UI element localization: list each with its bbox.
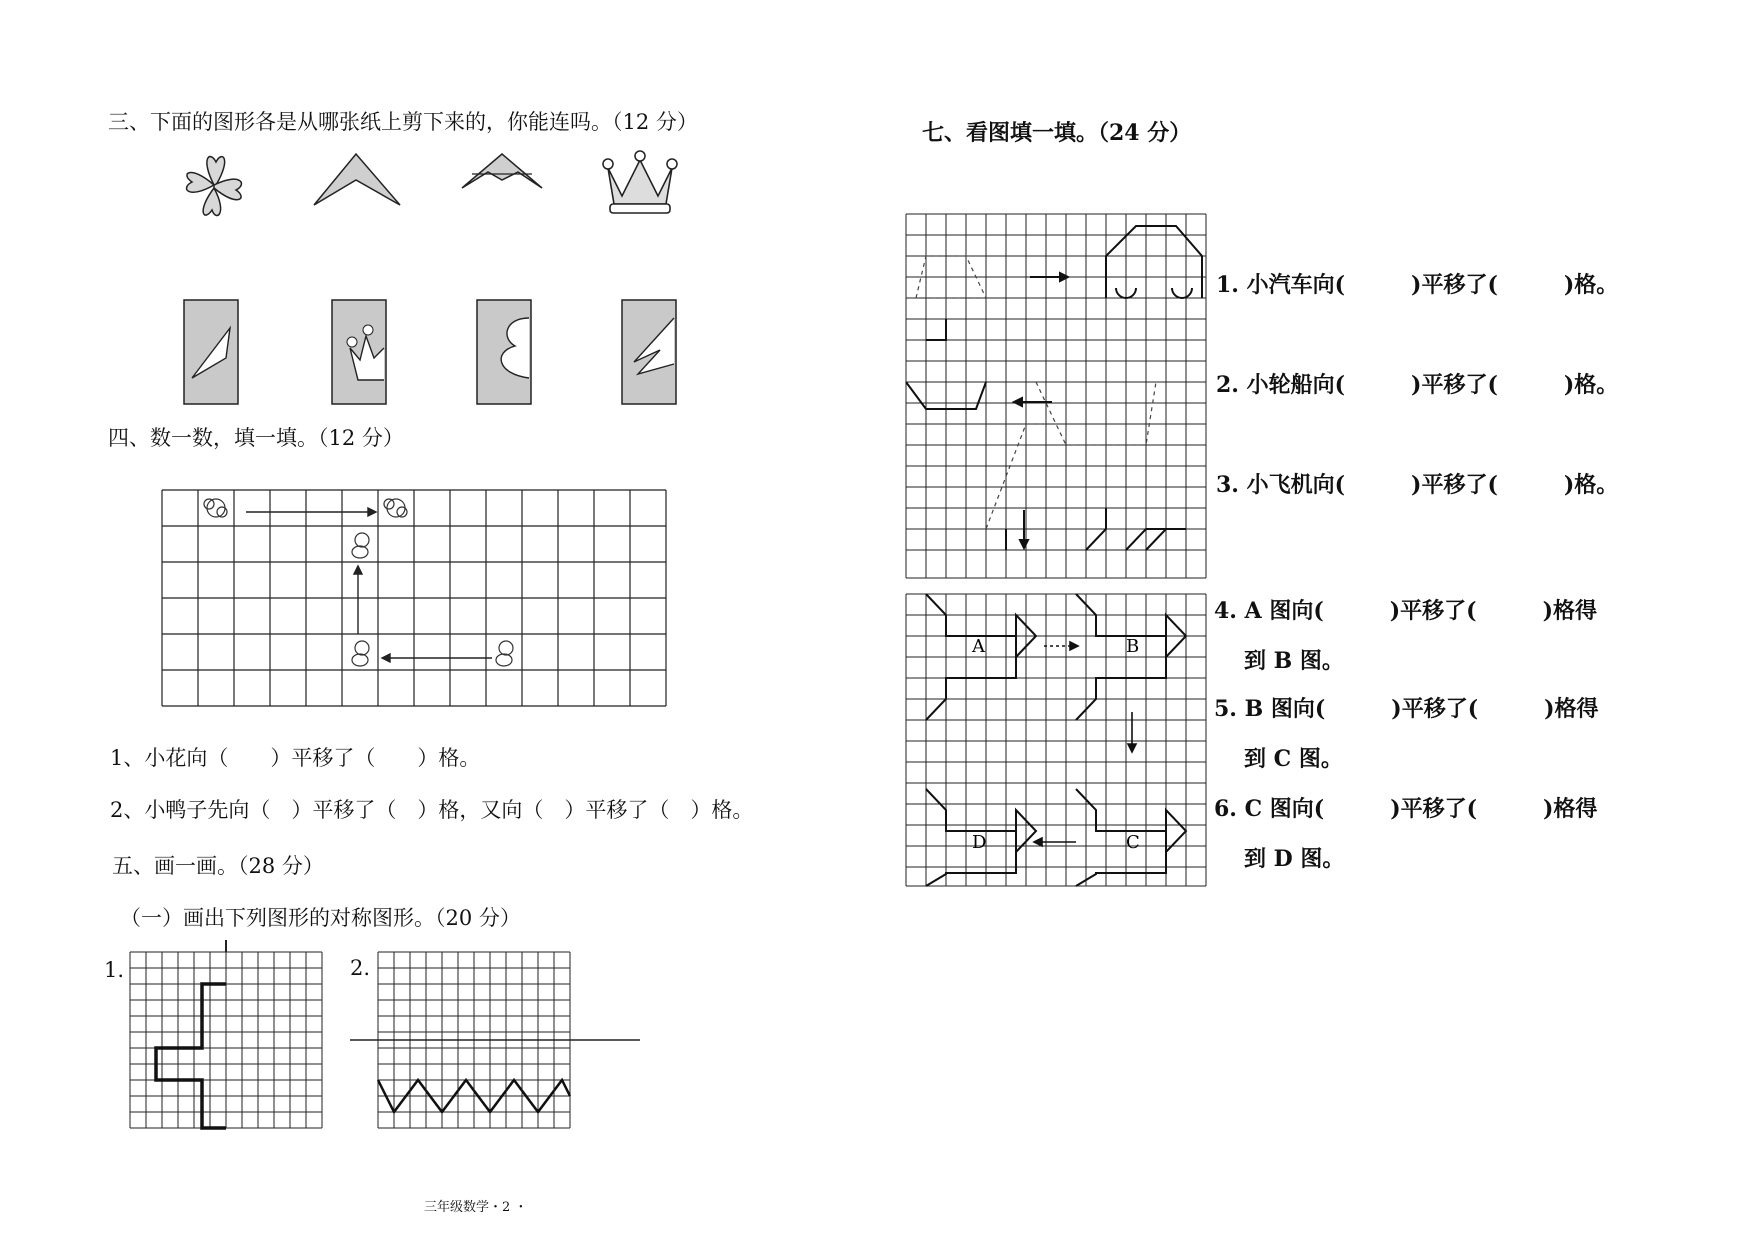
question-7-5: 5. B 图向( )平移了( )格得 <box>1214 696 1599 722</box>
section-4-title: 四、数一数，填一填。（12 分） <box>108 426 404 450</box>
duck-icon <box>352 533 369 558</box>
duck-icon <box>496 641 513 666</box>
figure-2-label: 2. <box>350 956 371 980</box>
translation-grid-top <box>906 214 1212 584</box>
question-7-4: 4. A 图向( )平移了( )格得 <box>1214 598 1597 624</box>
grid-label-b: B <box>1126 636 1140 657</box>
section-5-subtitle: （一）画出下列图形的对称图形。（20 分） <box>120 906 521 930</box>
figure-1-label: 1. <box>104 958 125 982</box>
question-4-2: 2、小鸭子先向（ ）平移了（ ）格，又向（ ）平移了（ ）格。 <box>110 798 754 822</box>
translation-grid-bottom <box>906 594 1212 888</box>
question-7-4-cont: 到 B 图。 <box>1244 648 1344 674</box>
symmetry-grid-2[interactable] <box>378 952 638 1142</box>
grid-label-c: C <box>1126 832 1140 853</box>
symmetry-grid-1[interactable] <box>130 952 330 1142</box>
question-4-1: 1、小花向（ ）平移了（ ）格。 <box>110 746 481 770</box>
section-5-title: 五、画一画。（28 分） <box>112 854 324 878</box>
question-7-3: 3. 小飞机向( )平移了( )格。 <box>1216 472 1619 498</box>
triangle-shape-icon <box>310 150 405 210</box>
grid-label-d: D <box>972 832 987 853</box>
question-7-5-cont: 到 C 图。 <box>1244 746 1343 772</box>
flower-shape-icon <box>170 148 260 223</box>
flower-icon <box>384 499 407 517</box>
grid-label-a: A <box>972 636 985 657</box>
paper-strip-4[interactable] <box>620 298 680 408</box>
tree-shape-icon <box>458 150 548 195</box>
section-4-grid <box>162 490 672 712</box>
question-7-1: 1. 小汽车向( )平移了( )格。 <box>1216 272 1619 298</box>
paper-strip-1[interactable] <box>182 298 242 408</box>
question-7-6-cont: 到 D 图。 <box>1244 846 1345 872</box>
page-footer: 三年级数学・2 ・ <box>424 1200 528 1215</box>
duck-icon <box>352 641 369 666</box>
question-7-2: 2. 小轮船向( )平移了( )格。 <box>1216 372 1619 398</box>
paper-strip-3[interactable] <box>475 298 535 408</box>
flower-icon <box>204 499 227 517</box>
paper-strip-2[interactable] <box>330 298 390 408</box>
question-7-6: 6. C 图向( )平移了( )格得 <box>1214 796 1598 822</box>
section-3-title: 三、下面的图形各是从哪张纸上剪下来的，你能连吗。（12 分） <box>108 110 698 134</box>
crown-shape-icon <box>598 148 683 218</box>
section-7-title: 七、看图填一填。（24 分） <box>922 120 1192 146</box>
